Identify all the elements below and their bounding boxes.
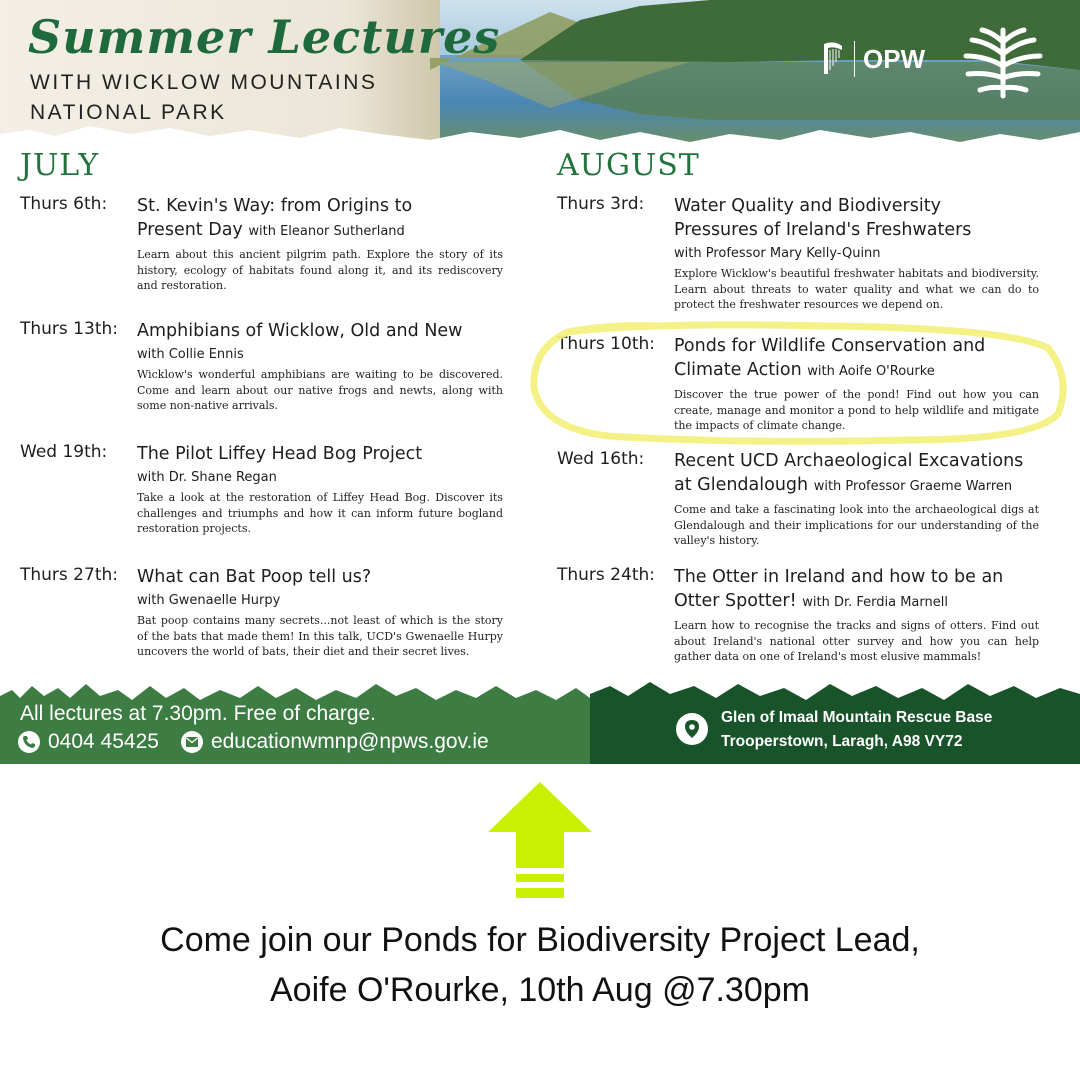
email-address[interactable]: educationwmnp@npws.gov.ie [210,730,489,753]
harp-icon [820,40,846,78]
email-icon [181,731,203,753]
event-description: Bat poop contains many secrets...not least of which is the story of the bats that made them! In this talk, UCD's Gwenaelle Hurpy uncovers the world of bats, their diet and their secret lives. [137,614,503,658]
event-body [137,319,503,414]
cta-line-2: Aoife O'Rourke, 10th Aug @7.30pm [270,971,810,1009]
event-title [674,449,1039,499]
event-title-line-2: Present Day [137,220,243,240]
event-body [137,442,503,537]
event-speaker: with Eleanor Sutherland [248,224,405,239]
event-title-line-1: Ponds for Wildlife Conservation and [674,336,986,356]
opw-logo-text: OPW [863,43,926,74]
logo-separator [854,41,855,77]
highlight-circle [528,318,1072,448]
call-to-action [0,915,1080,1015]
cta-line-1: Come join our Ponds for Biodiversity Project Lead, [160,921,920,959]
footer-contact [18,730,489,754]
event-title: The Pilot Liffey Head Bog Project [137,444,423,464]
event-title-line-1: Recent UCD Archaeological Excavations [674,451,1024,471]
event-date: Thurs 24th: [557,565,655,585]
event-date: Thurs 13th: [20,319,118,339]
location-line-2: Trooperstown, Laragh, A98 VY72 [721,733,963,750]
event-body [674,565,1039,665]
event-body [137,565,503,660]
event-date: Thurs 3rd: [557,194,645,214]
phone-icon [18,731,40,753]
event-description: Discover the true power of the pond! Find out how you can create, manage and monitor a pond to help wildlife and mitigate the impacts of climate change. [674,388,1039,432]
torn-paper-edge [0,118,1080,158]
location-line-1: Glen of Imaal Mountain Rescue Base [721,709,993,726]
event-date: Wed 19th: [20,442,108,462]
event-description: Wicklow's wonderful amphibians are waiting to be discovered. Come and learn about our native frogs and newts, along with some non-native arrivals. [137,368,503,412]
event-description: Learn about this ancient pilgrim path. Explore the story of its history, ecology of habitats found along it, and its rediscovery and restoration. [137,248,503,292]
subtitle-line-1: WITH WICKLOW MOUNTAINS [30,71,378,94]
up-arrow-icon [488,782,592,902]
event-body [674,194,1039,313]
event-speaker: with Gwenaelle Hurpy [137,593,281,608]
event-date: Wed 16th: [557,449,645,469]
event-date: Thurs 10th: [557,334,655,354]
phone-number[interactable]: 0404 45425 [48,730,159,753]
event-description: Explore Wicklow's beautiful freshwater habitats and biodiversity. Learn about threats to water quality and what we can do to protect the freshwater resources we depend on. [674,267,1039,311]
location-address [721,706,992,754]
event-title [674,565,1039,615]
event-speaker: with Collie Ennis [137,347,244,362]
event-date: Thurs 6th: [20,194,108,214]
opw-logo [820,40,925,78]
event-date: Thurs 27th: [20,565,118,585]
event-body [674,449,1039,549]
event-title-line-2: Otter Spotter! [674,591,797,611]
event-speaker: with Dr. Shane Regan [137,470,277,485]
event-title: Amphibians of Wicklow, Old and New [137,321,463,341]
event-title-line-1: Water Quality and Biodiversity [674,196,941,216]
event-title-line-2: at Glendalough [674,475,809,495]
event-speaker: with Professor Graeme Warren [813,479,1013,494]
title-script: Summer Lectures [28,10,501,64]
subtitle-line-2: NATIONAL PARK [30,101,227,124]
event-title-line-1: St. Kevin's Way: from Origins to [137,196,413,216]
location-pin-icon [676,713,708,745]
event-title: What can Bat Poop tell us? [137,567,372,587]
footer-info-text: All lectures at 7.30pm. Free of charge. [20,702,377,725]
event-title-line-2: Climate Action [674,360,802,380]
event-body [137,194,503,294]
event-title-line-2: Pressures of Ireland's Freshwaters [674,220,972,240]
july-heading: JULY [20,148,100,183]
event-speaker: with Aoife O'Rourke [807,364,935,379]
event-speaker: with Dr. Ferdia Marnell [802,595,948,610]
national-park-tree-icon [962,26,1044,100]
event-speaker: with Professor Mary Kelly-Quinn [674,246,881,261]
event-title [674,194,1039,242]
event-description: Come and take a fascinating look into the archaeological digs at Glendalough and their implications for our understanding of the valley's history. [674,503,1039,547]
event-description: Learn how to recognise the tracks and signs of otters. Find out about Ireland's national otter survey and how you can help gather data on one of Ireland's most elusive mammals! [674,619,1039,663]
event-title [137,194,503,244]
event-title-line-1: The Otter in Ireland and how to be an [674,567,1004,587]
august-heading: AUGUST [557,148,700,183]
event-description: Take a look at the restoration of Liffey Head Bog. Discover its challenges and triumphs and how it can inform future bogland restoration projects. [137,491,503,535]
